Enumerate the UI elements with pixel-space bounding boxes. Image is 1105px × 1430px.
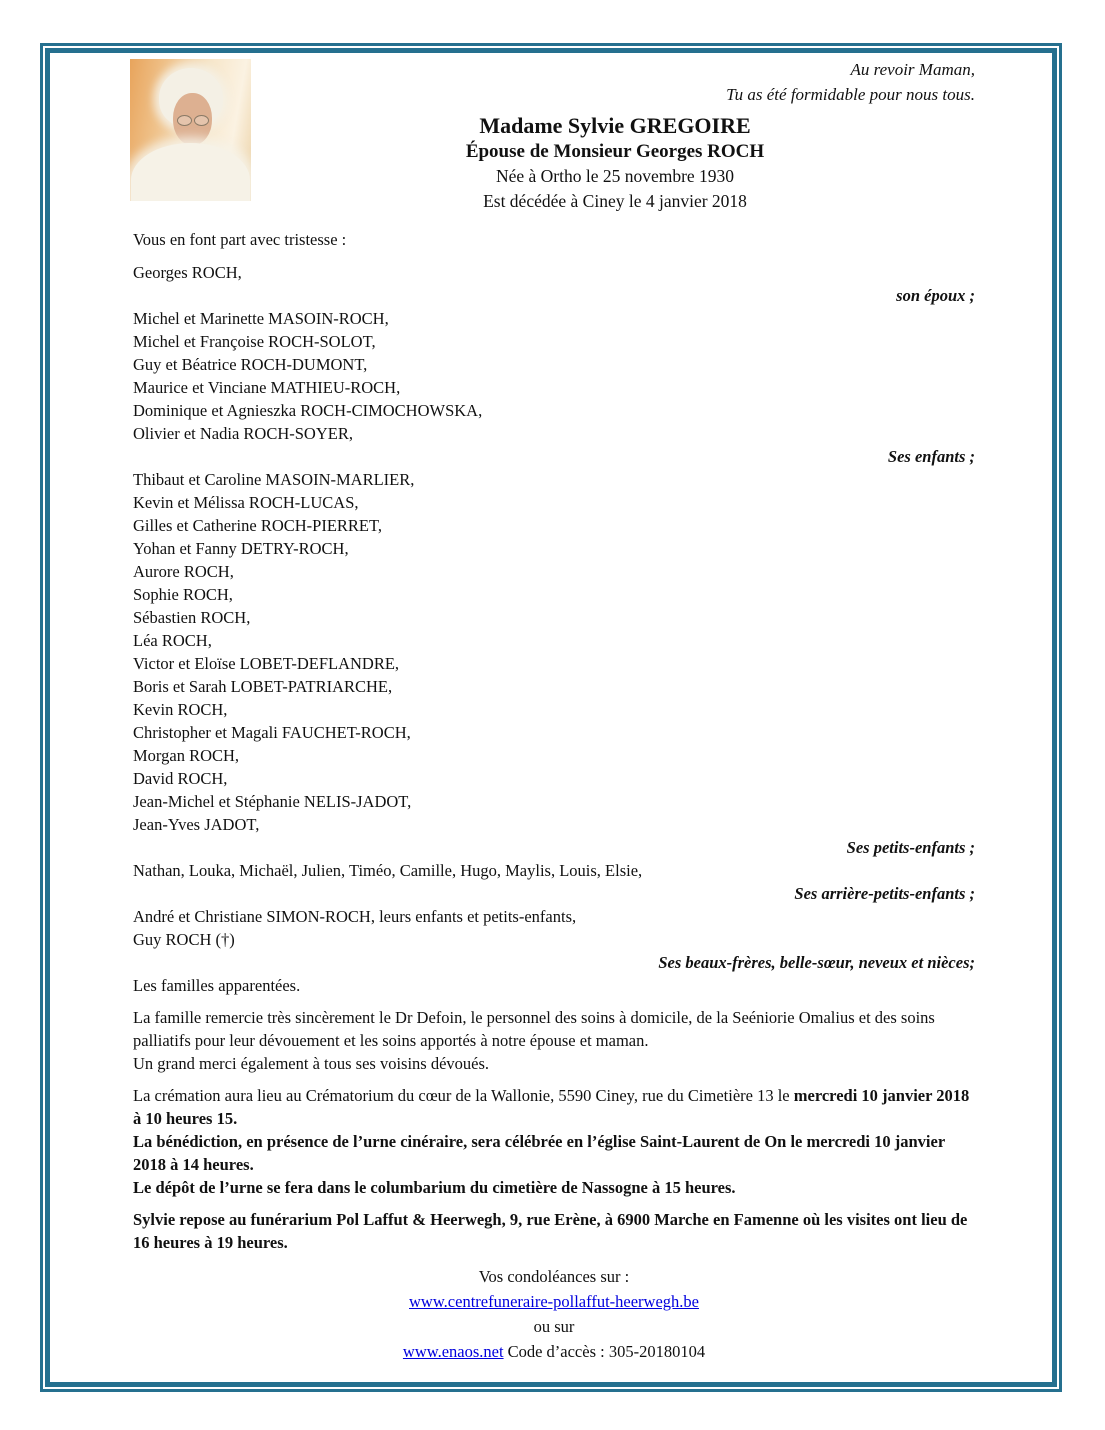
children-label: Ses enfants ; (887, 447, 975, 466)
family-member-line: Kevin ROCH, (133, 700, 228, 719)
access-code: Code d’accès : 305-20180104 (507, 1342, 706, 1361)
condolences-section (133, 1264, 975, 1364)
family-member-line: Aurore ROCH, (133, 562, 234, 581)
epitaph (133, 55, 975, 107)
great-grandchildren-label: Ses arrière-petits-enfants ; (794, 884, 975, 903)
funeral-home-notice: Sylvie repose au funérarium Pol Laffut & Heerwegh, 9, rue Erène, à 6900 Marche en Famenne où les visites ont lieu de 16 heures à 19 heures. (133, 1210, 968, 1252)
epitaph-line-2: Tu as été formidable pour nous tous. (726, 85, 975, 104)
family-member-line: David ROCH, (133, 769, 228, 788)
condolences-intro: Vos condoléances sur : (478, 1267, 630, 1286)
announcement-intro: Vous en font part avec tristesse : (133, 230, 347, 249)
thanks-text: La famille remercie très sincèrement le Dr Defoin, le personnel des soins à domicile, de la Seéniorie Omalius et des soins palliatifs pour leur dévouement et les soins apportés à notre épouse et maman. (133, 1008, 935, 1050)
header-section (133, 55, 975, 214)
family-member-line: Dominique et Agnieszka ROCH-CIMOCHOWSKA, (133, 401, 483, 420)
family-member-line: Morgan ROCH, (133, 746, 240, 765)
family-member-line: Maurice et Vinciane MATHIEU-ROCH, (133, 378, 401, 397)
announcement-body (133, 228, 975, 1364)
grandchildren-name-list (133, 468, 975, 836)
in-laws-name-list (133, 905, 975, 951)
family-member-line: Thibaut et Caroline MASOIN-MARLIER, (133, 470, 415, 489)
family-member-line: Boris et Sarah LOBET-PATRIARCHE, (133, 677, 393, 696)
epitaph-line-1: Au revoir Maman, (850, 60, 975, 79)
deceased-birth-line: Née à Ortho le 25 novembre 1930 (495, 166, 735, 186)
decorative-double-border (40, 43, 1062, 1392)
ceremony-details (133, 1084, 975, 1199)
children-name-list (133, 307, 975, 445)
family-member-line: Olivier et Nadia ROCH-SOYER, (133, 424, 353, 443)
deceased-death-line: Est décédée à Ciney le 4 janvier 2018 (483, 191, 747, 211)
family-member-line: Jean-Michel et Stéphanie NELIS-JADOT, (133, 792, 412, 811)
grandchildren-label: Ses petits-enfants ; (846, 838, 975, 857)
thanks-paragraph (133, 1006, 975, 1075)
condolences-or-line: ou sur (533, 1317, 575, 1336)
in-laws-label: Ses beaux-frères, belle-sœur, neveux et nièces; (658, 953, 975, 972)
family-member-line: Kevin et Mélissa ROCH-LUCAS, (133, 493, 359, 512)
family-member-line: André et Christiane SIMON-ROCH, leurs enfants et petits-enfants, (133, 907, 577, 926)
cremation-line (133, 1084, 975, 1130)
announcement-content (50, 53, 1052, 1382)
related-families-line: Les familles apparentées. (133, 976, 301, 995)
family-member-line: Guy et Béatrice ROCH-DUMONT, (133, 355, 368, 374)
family-member-line: Guy ROCH (†) (133, 930, 235, 949)
family-member-line: Georges ROCH, (133, 263, 242, 282)
condolences-website-link[interactable]: www.centrefuneraire-pollaffut-heerwegh.be (409, 1292, 699, 1311)
cremation-intro: La crémation aura lieu au Crématorium du cœur de la Wallonie, 5590 Ciney, rue du Cimetière 13 le (133, 1086, 794, 1105)
family-member-line: Christopher et Magali FAUCHET-ROCH, (133, 723, 411, 742)
family-member-line: Michel et Françoise ROCH-SOLOT, (133, 332, 376, 351)
enaos-website-link[interactable]: www.enaos.net (402, 1342, 504, 1361)
family-member-line: Victor et Eloïse LOBET-DEFLANDRE, (133, 654, 400, 673)
urn-deposit-line: Le dépôt de l’urne se fera dans le columbarium du cimetière de Nassogne à 15 heures. (133, 1178, 736, 1197)
condolences-link1-line (133, 1289, 975, 1314)
family-member-line: Nathan, Louka, Michaël, Julien, Timéo, Camille, Hugo, Maylis, Louis, Elsie, (133, 861, 643, 880)
cremation-datetime: mercredi 10 janvier 2018 à 10 heures 15. (133, 1086, 970, 1128)
thanks-extra: Un grand merci également à tous ses voisins dévoués. (133, 1054, 490, 1073)
deceased-info (255, 112, 975, 214)
family-member-line: Léa ROCH, (133, 631, 212, 650)
benediction-line: La bénédiction, en présence de l’urne cinéraire, sera célébrée en l’église Saint-Laurent de On le mercredi 10 janvier 2018 à 14 heures. (133, 1132, 945, 1174)
family-member-line: Yohan et Fanny DETRY-ROCH, (133, 539, 349, 558)
condolences-link2-line (133, 1339, 975, 1364)
family-member-line: Sophie ROCH, (133, 585, 233, 604)
family-member-line: Michel et Marinette MASOIN-ROCH, (133, 309, 389, 328)
deceased-name: Madame Sylvie GREGOIRE (479, 113, 751, 138)
spouse-name-list (133, 261, 975, 284)
great-grandchildren-name-list (133, 859, 975, 882)
family-member-line: Gilles et Catherine ROCH-PIERRET, (133, 516, 382, 535)
spouse-label: son époux ; (896, 286, 975, 305)
family-member-line: Jean-Yves JADOT, (133, 815, 260, 834)
family-member-line: Sébastien ROCH, (133, 608, 251, 627)
deceased-spouse-line: Épouse de Monsieur Georges ROCH (465, 141, 765, 162)
inner-border (45, 48, 1057, 1387)
